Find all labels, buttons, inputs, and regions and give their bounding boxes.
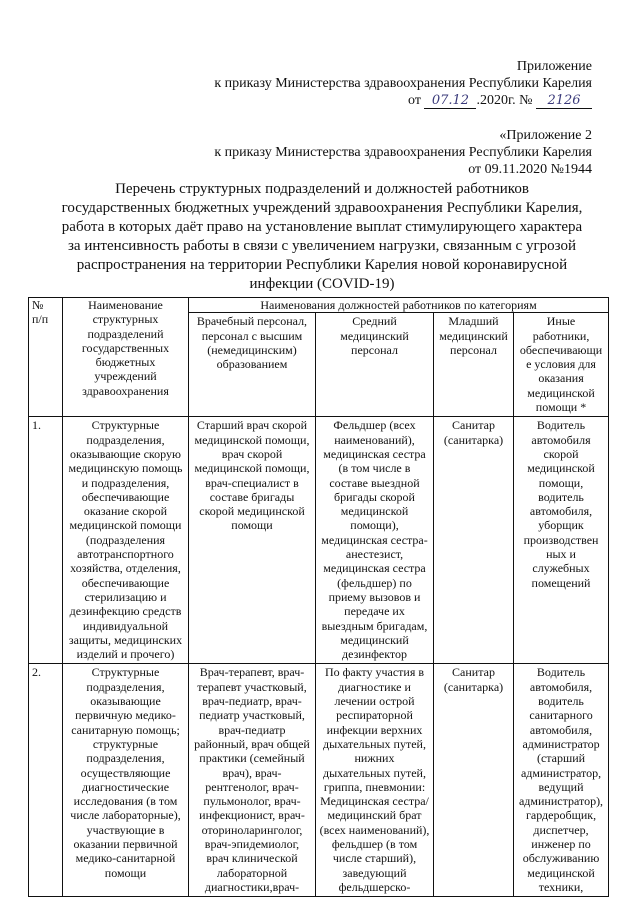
order-reference: к приказу Министерства здравоохранения Республики Карелия <box>214 76 592 91</box>
header-doctors: Врачебный персонал, персонал с высшим (немедицинским) образованием <box>189 313 316 417</box>
header-num: № п/п <box>29 298 63 417</box>
positions-table <box>28 297 609 897</box>
row-junior-staff: Санитар (санитарка) <box>434 417 514 664</box>
row-nurses: Фельдшер (всех наименований), медицинская сестра (в том числе в составе выездной бригады скорой медицинской помощи), медицинская сестра- анестезист, медицинская сестра (фельдшер) по приему вызовов и передаче их выездным бригадам, медицинский дезинфектор <box>316 417 434 664</box>
attachment-label: Приложение <box>516 59 592 74</box>
table-row <box>29 664 609 897</box>
row-doctors: Врач-терапевт, врач- терапевт участковый, врач-педиатр, врач- педиатр участковый, врач-педиатр районный, врач общей практики (семейный врач), врач- рентгенолог, врач- пульмонолог, врач- инфекционист, врач- оториноларинголог, врач-эпидемиолог, врач клинической лабораторной диагностики,врач- <box>189 664 316 897</box>
table-header-row <box>29 298 609 313</box>
row-unit: Структурные подразделения, оказывающие первичную медико- санитарную помощь; структурные подразделения, осуществляющие диагностические исследования (в том числе лабораторные), участвующие в оказании первичной медико-санитарной помощи <box>63 664 189 897</box>
header-category-group: Наименования должностей работников по категориям <box>189 298 609 313</box>
table-row <box>29 417 609 664</box>
header-junior-staff: Младший медицинский персонал <box>434 313 514 417</box>
document-title <box>44 180 600 294</box>
header-other-staff: Иные работники, обеспечивающи е условия для оказания медицинской помощи * <box>514 313 609 417</box>
row-unit: Структурные подразделения, оказывающие скорую медицинскую помощь и подразделения, обеспечивающие оказание скорой медицинской помощи (подразделения автотранспортного хозяйства, отделения, обеспечивающие стерилизацию и дезинфекцию средств индивидуальной защиты, медицинских изделий и прочего) <box>63 417 189 664</box>
title-line: распространения на территории Республики Карелия новой коронавирусной <box>76 257 568 273</box>
row-other-staff: Водитель автомобиля скорой медицинской помощи, водитель автомобиля, уборщик производствен ных и служебных помещений <box>514 417 609 664</box>
header-unit: Наименование структурных подразделений государственных бюджетных учреждений здравоохранения <box>63 298 189 417</box>
title-line: Перечень структурных подразделений и должностей работников <box>115 181 529 197</box>
order-date-line <box>214 92 592 109</box>
attachment-header <box>214 58 592 109</box>
original-order-reference: к приказу Министерства здравоохранения Республики Карелия <box>214 145 592 160</box>
row-num: 2. <box>29 664 63 897</box>
row-num: 1. <box>29 417 63 664</box>
header-nurses: Средний медицинский персонал <box>316 313 434 417</box>
title-line: инфекции (COVID-19) <box>249 276 395 292</box>
handwritten-date: 07.12 <box>424 93 476 109</box>
row-junior-staff: Санитар (санитарка) <box>434 664 514 897</box>
original-attachment-label: «Приложение 2 <box>499 128 592 143</box>
title-line: работа в которых даёт право на установление выплат стимулирующего характера <box>61 219 583 235</box>
title-line: за интенсивность работы в связи с увеличением нагрузки, связанным с угрозой <box>68 238 576 254</box>
original-attachment-header <box>214 127 592 178</box>
row-nurses: По факту участия в диагностике и лечении острой респираторной инфекции верхних дыхательных путей, нижних дыхательных путей, гриппа, пневмонии: Медицинская сестра/ медицинский брат (всех наименований), фельдшер (в том числе старший), заведующий фельдшерско- <box>316 664 434 897</box>
handwritten-number: 2126 <box>536 93 592 109</box>
row-doctors: Старший врач скорой медицинской помощи, врач скорой медицинской помощи, врач-специалист в составе бригады скорой медицинской помощи <box>189 417 316 664</box>
original-order-date: от 09.11.2020 №1944 <box>468 162 592 177</box>
row-other-staff: Водитель автомобиля, водитель санитарного автомобиля, администратор (старший администратор, ведущий администратор), гардеробщик, диспетчер, инженер по обслуживанию медицинской техники, <box>514 664 609 897</box>
title-line: государственных бюджетных учреждений здравоохранения Республики Карелия, <box>61 200 583 216</box>
date-prefix: от <box>408 93 421 108</box>
date-suffix: .2020г. № <box>476 93 533 108</box>
